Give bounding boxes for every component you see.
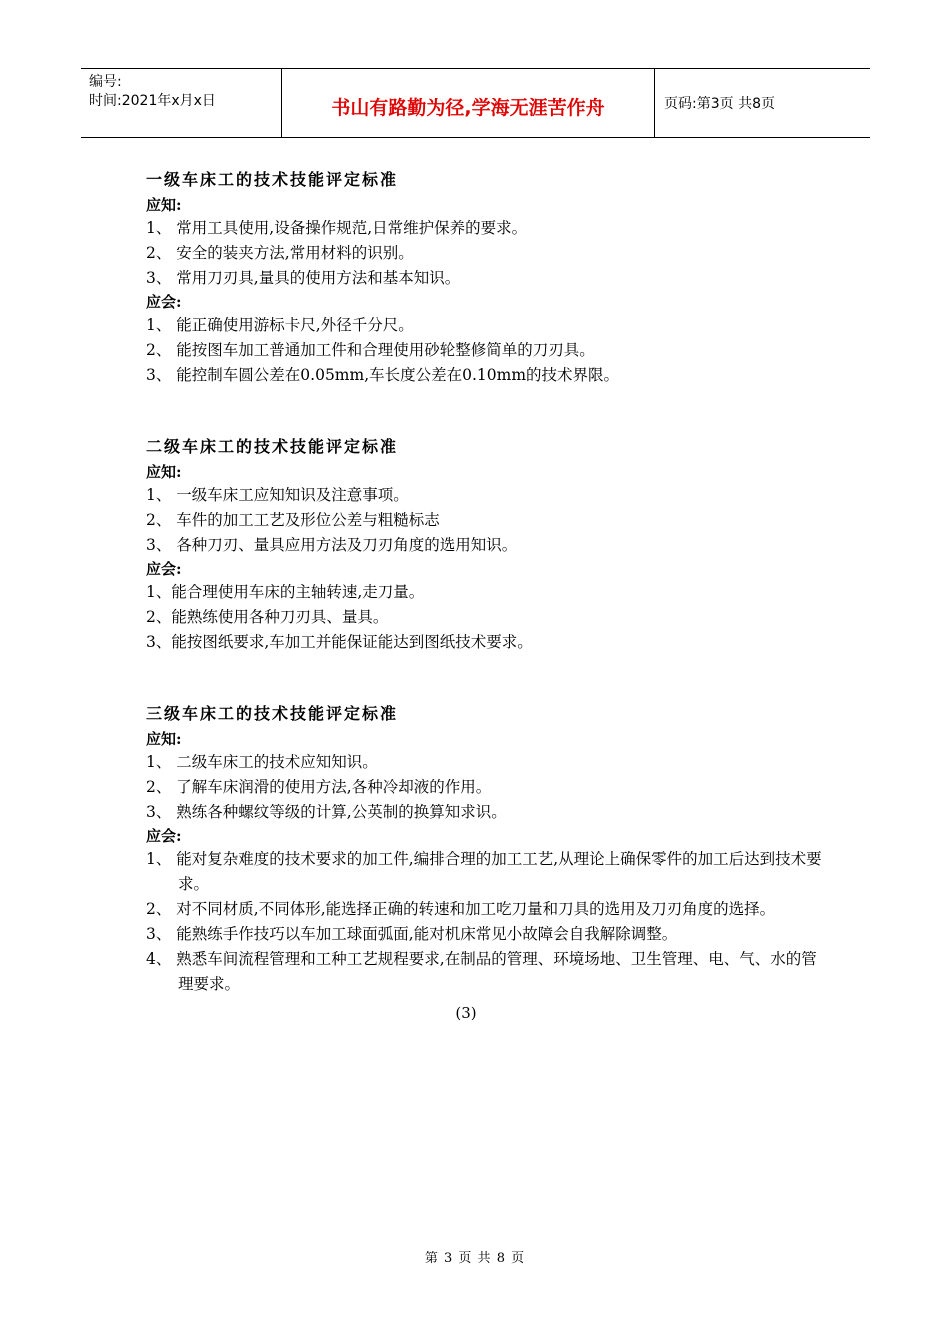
list-item: 1、 常用工具使用,设备操作规范,日常维护保养的要求。 xyxy=(146,219,528,237)
section-level-1 xyxy=(146,168,826,388)
list-item: 1、 一级车床工应知知识及注意事项。 xyxy=(146,486,409,504)
list-item: 2、 了解车床润滑的使用方法,各种冷却液的作用。 xyxy=(146,778,492,796)
document-date-label: 时间:2021年x月x日 xyxy=(89,93,216,109)
list-item: 3、 各种刀刃、量具应用方法及刀刃角度的选用知识。 xyxy=(146,536,518,554)
inline-page-number: (3) xyxy=(455,1004,477,1022)
header-table xyxy=(81,68,870,138)
page-footer: 第 3 页 共 8 页 xyxy=(424,1251,526,1266)
list-item: 3、 能熟练手作技巧以车加工球面弧面,能对机床常见小故障会自我解除调整。 xyxy=(146,925,678,943)
list-item: 1、能合理使用车床的主轴转速,走刀量。 xyxy=(146,583,425,601)
know-heading: 应知: xyxy=(146,196,182,214)
list-item: 3、 常用刀刃具,量具的使用方法和基本知识。 xyxy=(146,269,461,287)
list-item: 3、 熟练各种螺纹等级的计算,公英制的换算知求识。 xyxy=(146,803,507,821)
list-item: 2、能熟练使用各种刀刃具、量具。 xyxy=(146,608,389,626)
know-heading: 应知: xyxy=(146,463,182,481)
list-item: 1、 二级车床工的技术应知知识。 xyxy=(146,753,378,771)
document-body xyxy=(146,168,826,1022)
know-heading: 应知: xyxy=(146,730,182,748)
section-level-3 xyxy=(146,702,826,997)
list-item: 2、 对不同材质,不同体形,能选择正确的转速和加工吃刀量和刀具的选用及刀刃角度的选择。 xyxy=(146,900,776,918)
list-item: 3、 能控制车圆公差在0.05mm,车长度公差在0.10mm的技术界限。 xyxy=(146,366,620,384)
header-motto: 书山有路勤为径,学海无涯苦作舟 xyxy=(282,69,655,137)
list-item: 4、 熟悉车间流程管理和工种工艺规程要求,在制品的管理、环境场地、卫生管理、电、气、水的管理要求。 xyxy=(146,950,817,993)
section-level-2 xyxy=(146,435,826,655)
header-info-cell xyxy=(81,69,282,137)
can-heading: 应会: xyxy=(146,560,182,578)
list-item: 3、能按图纸要求,车加工并能保证能达到图纸技术要求。 xyxy=(146,633,533,651)
list-item: 2、 车件的加工工艺及形位公差与粗糙标志 xyxy=(146,511,440,529)
list-item: 1、 能对复杂难度的技术要求的加工件,编排合理的加工工艺,从理论上确保零件的加工后达到技术要求。 xyxy=(146,850,822,893)
can-heading: 应会: xyxy=(146,827,182,845)
list-item: 1、 能正确使用游标卡尺,外径千分尺。 xyxy=(146,316,414,334)
document-number-label: 编号: xyxy=(89,74,122,90)
header-page-label: 页码:第3页 共8页 xyxy=(664,96,775,112)
section-title: 二级车床工的技术技能评定标准 xyxy=(146,437,399,456)
can-heading: 应会: xyxy=(146,293,182,311)
list-item: 2、 安全的装夹方法,常用材料的识别。 xyxy=(146,244,414,262)
list-item: 2、 能按图车加工普通加工件和合理使用砂轮整修简单的刀刃具。 xyxy=(146,341,595,359)
section-title: 三级车床工的技术技能评定标准 xyxy=(146,704,399,723)
section-title: 一级车床工的技术技能评定标准 xyxy=(146,170,399,189)
